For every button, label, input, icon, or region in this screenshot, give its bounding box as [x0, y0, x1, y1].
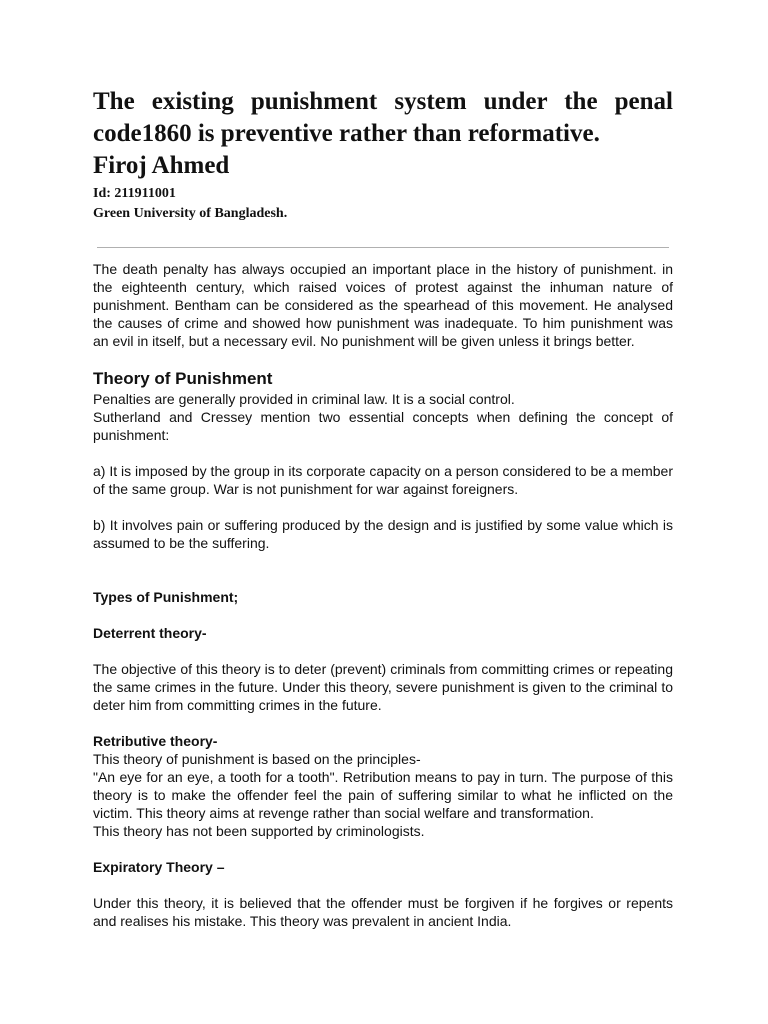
- theory-heading: Theory of Punishment: [93, 369, 273, 388]
- document-title: The existing punishment system under the penal code1860 is preventive rather than reformative.: [93, 88, 673, 147]
- retributive-heading: Retributive theory-: [93, 733, 218, 749]
- theory-line-1: Penalties are generally provided in criminal law. It is a social control.: [93, 391, 515, 407]
- author-name: Firoj Ahmed: [93, 152, 230, 179]
- point-b: b) It involves pain or suffering produced by the design and is justified by some value which is assumed to be the suffering.: [93, 517, 673, 551]
- document-page: [93, 86, 673, 930]
- expiatory-heading: Expiratory Theory –: [93, 859, 225, 875]
- author-institution: Green University of Bangladesh.: [93, 206, 288, 221]
- retributive-line-3: This theory has not been supported by criminologists.: [93, 823, 425, 839]
- expiatory-paragraph: Under this theory, it is believed that the offender must be forgiven if he forgives or repents and realises his mistake. This theory was prevalent in ancient India.: [93, 895, 673, 929]
- deterrent-paragraph: The objective of this theory is to deter (prevent) criminals from committing crimes or repeating the same crimes in the future. Under this theory, severe punishment is given to the criminal to deter him from committing crimes in the future.: [93, 661, 673, 713]
- author-id: Id: 211911001: [93, 186, 176, 201]
- horizontal-divider: [97, 247, 669, 248]
- point-a: a) It is imposed by the group in its corporate capacity on a person considered to be a member of the same group. War is not punishment for war against foreigners.: [93, 463, 673, 497]
- intro-paragraph: The death penalty has always occupied an important place in the history of punishment. in the eighteenth century, which raised voices of protest against the inhuman nature of punishment. Bentham can be considered as the spearhead of this movement. He analysed the causes of crime and showed how punishment was inadequate. To him punishment was an evil in itself, but a necessary evil. No punishment will be given unless it brings better.: [93, 261, 673, 349]
- deterrent-heading: Deterrent theory-: [93, 625, 207, 641]
- theory-line-2: Sutherland and Cressey mention two essential concepts when defining the concept of punishment:: [93, 409, 673, 443]
- types-heading: Types of Punishment;: [93, 589, 239, 605]
- retributive-line-2: "An eye for an eye, a tooth for a tooth". Retribution means to pay in turn. The purpose of this theory is to make the offender feel the pain of suffering similar to what he inflicted on the victim. This theory aims at revenge rather than social welfare and transformation.: [93, 769, 673, 821]
- retributive-line-1: This theory of punishment is based on the principles-: [93, 751, 421, 767]
